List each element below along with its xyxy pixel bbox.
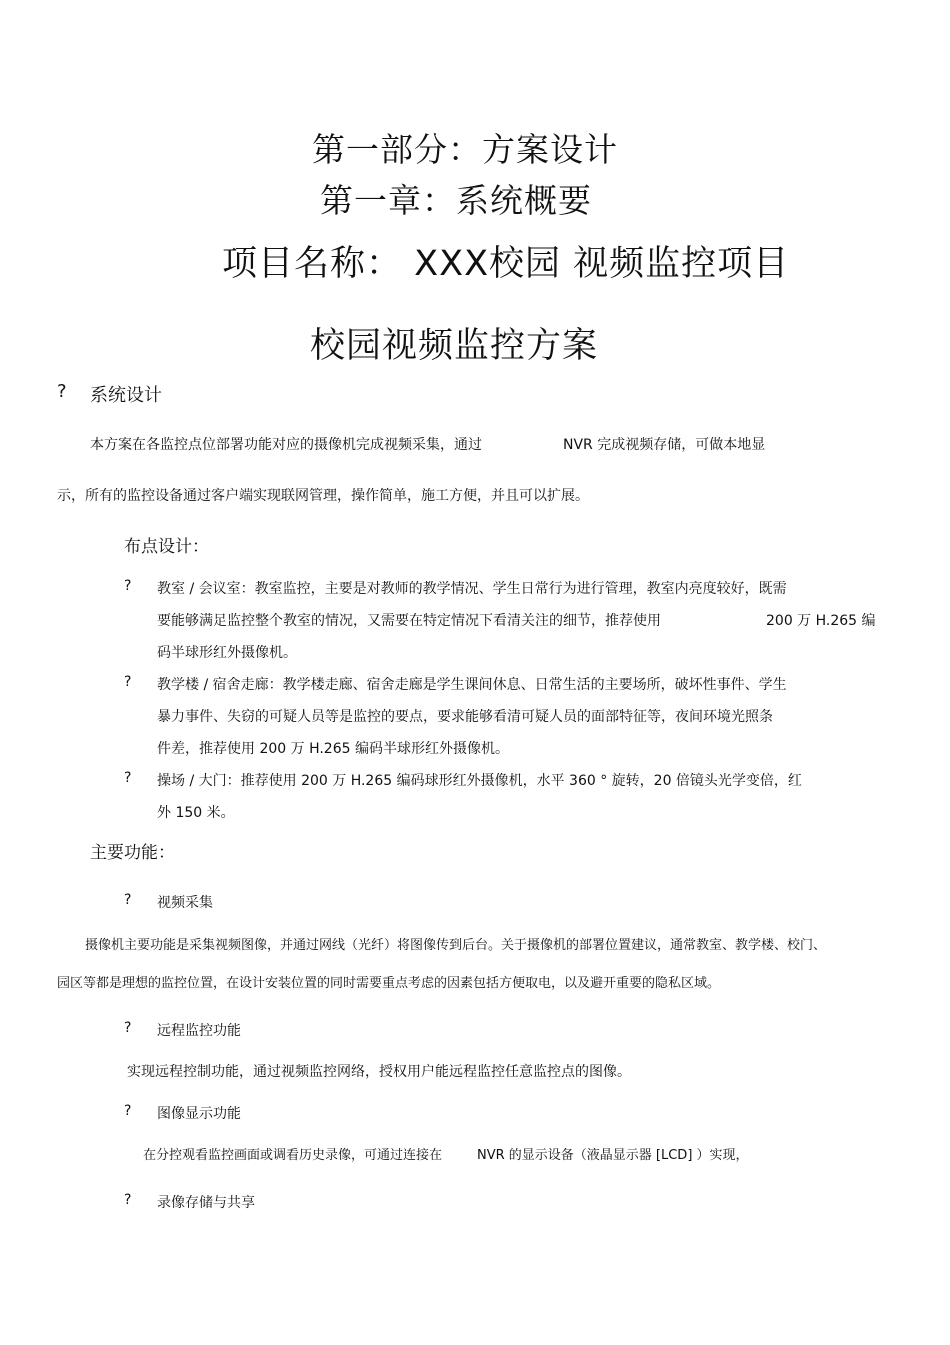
system-design-heading: 系统设计 <box>90 385 162 406</box>
list-bullet: ? <box>124 1192 132 1208</box>
list-bullet: ? <box>124 1103 132 1119</box>
list-bullet: ? <box>124 674 132 690</box>
part-title: 第一部分：方案设计 <box>312 130 618 169</box>
list-item-text: 要能够满足监控整个教室的情况，又需要在特定情况下看清关注的细节，推荐使用 <box>157 613 661 629</box>
list-item-text: 暴力事件、失窃的可疑人员等是监控的要点，要求能够看清可疑人员的面部特征等，夜间环境光照条 <box>157 709 773 725</box>
function-label: 录像存储与共享 <box>157 1195 255 1211</box>
system-design-text: NVR 完成视频存储，可做本地显 <box>563 437 766 453</box>
layout-design-heading: 布点设计： <box>124 537 209 557</box>
list-item-text: 码半球形红外摄像机。 <box>157 645 297 661</box>
system-design-text: 示，所有的监控设备通过客户端实现联网管理，操作简单，施工方便，并且可以扩展。 <box>57 488 589 504</box>
list-item-text: 200 万 H.265 编 <box>766 613 876 629</box>
section-bullet: ? <box>57 381 67 402</box>
chapter-title: 第一章：系统概要 <box>320 181 592 220</box>
function-label: 远程监控功能 <box>157 1023 241 1039</box>
function-text: NVR 的显示设备（液晶显示器 [LCD] ）实现， <box>477 1148 749 1163</box>
function-label: 图像显示功能 <box>157 1106 241 1122</box>
main-functions-heading: 主要功能： <box>90 843 175 863</box>
list-bullet: ? <box>124 770 132 786</box>
list-item-text: 教室 / 会议室：教室监控，主要是对教师的教学情况、学生日常行为进行管理，教室内亮度较好，既需 <box>157 581 787 597</box>
function-text: 摄像机主要功能是采集视频图像，并通过网线（光纤）将图像传到后台。关于摄像机的部署位置建议，通常教室、教学楼、校门、 <box>85 938 827 953</box>
project-name: 项目名称： XXX校园 视频监控项目 <box>222 244 790 284</box>
function-text: 实现远程控制功能，通过视频监控网络，授权用户能远程监控任意监控点的图像。 <box>127 1064 631 1080</box>
list-bullet: ? <box>124 578 132 594</box>
system-design-text: 本方案在各监控点位部署功能对应的摄像机完成视频采集，通过 <box>90 437 482 453</box>
list-item-text: 教学楼 / 宿舍走廊：教学楼走廊、宿舍走廊是学生课间休息、日常生活的主要场所，破坏性事件、学生 <box>157 677 787 693</box>
list-bullet: ? <box>124 892 132 908</box>
list-item-text: 外 150 米。 <box>157 805 235 821</box>
plan-title: 校园视频监控方案 <box>310 326 599 366</box>
list-item-text: 件差，推荐使用 200 万 H.265 编码半球形红外摄像机。 <box>157 741 509 757</box>
function-text: 在分控观看监控画面或调看历史录像，可通过连接在 <box>143 1148 443 1163</box>
function-text: 园区等都是理想的监控位置，在设计安装位置的同时需要重点考虑的因素包括方便取电，以及避开重要的隐私区域。 <box>57 976 721 991</box>
list-bullet: ? <box>124 1020 132 1036</box>
list-item-text: 操场 / 大门：推荐使用 200 万 H.265 编码球形红外摄像机，水平 360 ° 旋转，20 倍镜头光学变倍，红 <box>157 773 802 789</box>
function-label: 视频采集 <box>157 895 213 911</box>
